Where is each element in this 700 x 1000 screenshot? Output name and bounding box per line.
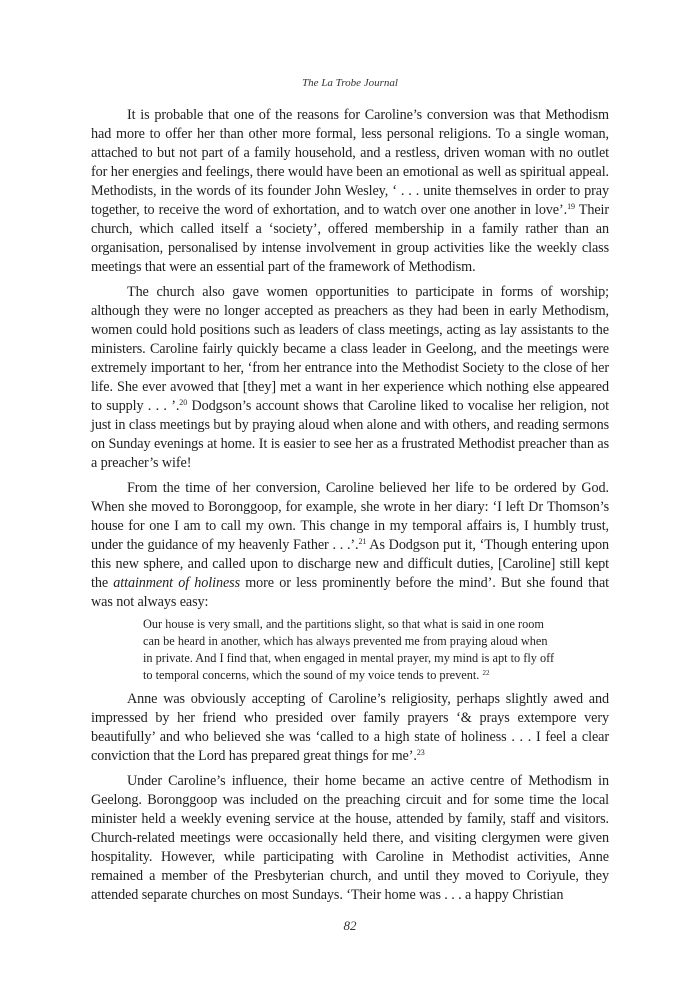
italic-phrase: attainment of holiness <box>113 575 240 591</box>
paragraphs-after-quote <box>91 690 609 905</box>
footnote-ref: 21 <box>358 537 367 546</box>
text-run: Anne was obviously accepting of Caroline’s religiosity, perhaps slightly awed and impressed by her friend who presided over family prayers ‘& prays extempore very beautifully’ and who believed she was ‘called to a high state of holiness . . . I feel a clear conviction that the Lord has prepared great things for me’. <box>91 691 609 764</box>
paragraph-p5 <box>91 772 609 905</box>
paragraph-p1 <box>91 106 609 277</box>
footnote-ref: 22 <box>482 669 490 677</box>
running-head: The La Trobe Journal <box>302 77 398 89</box>
text-run: Under Caroline’s influence, their home became an active centre of Methodism in Geelong. Boronggoop was included on the preaching circuit and for some time the local minister held a weekly evening service at the house, attended by family, staff and visitors. Church-related meetings were occasionally held there, and visiting clergymen were given hospitality. However, while participating with Caroline in Methodist activities, Anne remained a member of the Presbyterian church, and until they moved to Coriyule, they attended separate churches on most Sundays. ‘Their home was . . . a happy Christian <box>91 773 609 903</box>
footnote-ref: 23 <box>416 748 425 757</box>
text-run: As Dodgson put it, ‘Though entering upon this new sphere, and called upon to discharge new and difficult duties, [Caroline] still kept the <box>91 537 609 591</box>
footnote-ref: 19 <box>567 202 575 211</box>
text-run: Dodgson’s account shows that Caroline liked to vocalise her religion, not just in class meetings but by praying aloud when alone and with others, and reading sermons on Sunday evenings at home. It is easier to see her as a frustrated Methodist preacher than as a preacher’s wife! <box>91 398 609 471</box>
paragraph-p4 <box>91 690 609 766</box>
paragraph-p3 <box>91 479 609 612</box>
text-run: From the time of her conversion, Caroline believed her life to be ordered by God. When she moved to Boronggoop, for example, she wrote in her diary: ‘I left Dr Thomson’s house for one I am to call my own. This change in my temporal affairs is, I humbly trust, under the guidance of my heavenly Father . . .’. <box>91 480 609 553</box>
paragraph-p2 <box>91 283 609 473</box>
page-number: 82 <box>343 918 357 933</box>
text-run: more or less prominently before the mind’. But she found that was not always easy: <box>91 575 609 610</box>
block-quotation-text: Our house is very small, and the partitions slight, so that what is said in one room can be heard in another, which has always prevented me from praying aloud when in private. And I find that, when engaged in mental prayer, my mind is apt to fly off to temporal concerns, which the sound of my voice tends to prevent. <box>143 617 555 682</box>
text-run: The church also gave women opportunities to participate in forms of worship; although they were no longer accepted as preachers as they had been in early Methodism, women could hold positions such as leaders of class meetings, acting as lay assistants to the ministers. Caroline fairly quickly became a class leader in Geelong, and the meetings were extremely important to her, ‘from her entrance into the Methodist Society to the close of her life. She ever avowed that [they] met a want in her experience which nothing else appeared to supply . . . ’. <box>91 284 609 414</box>
text-run: It is probable that one of the reasons for Caroline’s conversion was that Methodism had more to offer her than other more formal, less personal religions. To a single woman, attached to but not part of a family household, and a restless, driven woman with no outlet for her energies and feelings, there would have been an emotional as well as spiritual appeal. Methodists, in the words of its founder John Wesley, ‘ . . . unite themselves in order to pray together, to receive the word of exhortation, and to watch over one another in love’. <box>91 107 609 218</box>
text-run: Their church, which called itself a ‘society’, offered membership in a family rather than an organisation, personalised by intense involvement in group activities like the weekly class meetings that were an essential part of the framework of Methodism. <box>91 202 609 275</box>
block-quotation <box>143 616 560 684</box>
paragraphs-before-quote <box>91 106 609 612</box>
article-body <box>91 106 609 905</box>
footnote-ref: 20 <box>179 398 188 407</box>
